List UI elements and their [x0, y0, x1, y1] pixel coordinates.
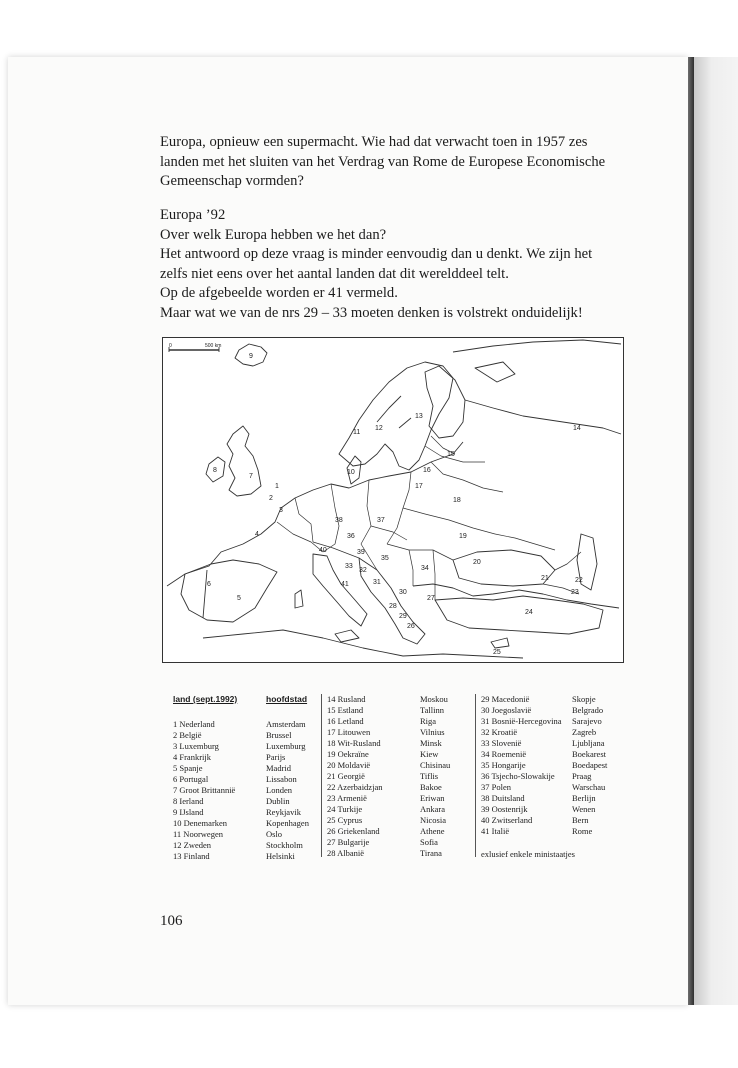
map-label-13: 13 [415, 413, 423, 420]
map-label-36: 36 [347, 533, 355, 540]
capital-name: Boekarest [572, 749, 606, 759]
table-row [481, 782, 607, 793]
table-row [327, 848, 450, 859]
table-row [481, 694, 607, 705]
capital-name: Tallinn [420, 705, 444, 715]
italy-shape [313, 554, 367, 626]
map-label-2: 2 [269, 495, 273, 502]
capital-name: Zagreb [572, 727, 597, 737]
country-table-col2 [327, 694, 450, 859]
country-name: 24 Turkije [327, 804, 363, 814]
table-row [327, 782, 450, 793]
capital-name: Sofia [420, 837, 438, 847]
capital-name: Dublin [266, 796, 290, 806]
country-name: 30 Joegoslavië [481, 705, 532, 715]
country-name: 36 Tsjecho-Slowakije [481, 771, 555, 781]
country-name: 1 Nederland [173, 719, 215, 729]
table-row [173, 818, 309, 829]
country-name: 23 Armenië [327, 793, 367, 803]
capital-name: Belgrado [572, 705, 604, 715]
map-label-35: 35 [381, 555, 389, 562]
table-row [173, 807, 309, 818]
section-line: zelfs niet eens over het aantal landen dat dit werelddeel telt. [160, 265, 509, 282]
table-row [327, 727, 450, 738]
capital-name: Parijs [266, 752, 286, 762]
capital-name: Berlijn [572, 793, 596, 803]
capital-name: Tiflis [420, 771, 439, 781]
country-name: 39 Oostenrijk [481, 804, 528, 814]
map-label-21: 21 [541, 575, 549, 582]
capital-name: Warschau [572, 782, 606, 792]
table-row [173, 840, 309, 851]
map-label-11: 11 [353, 429, 361, 436]
capital-name: Helsinki [266, 851, 295, 861]
capital-name: Skopje [572, 694, 596, 704]
country-name: 34 Roemenië [481, 749, 527, 759]
map-label-8: 8 [213, 467, 217, 474]
table-row [327, 804, 450, 815]
europe-map [162, 337, 624, 663]
country-name: 38 Duitsland [481, 793, 525, 803]
map-label-27: 27 [427, 595, 435, 602]
map-label-24: 24 [525, 609, 533, 616]
table-row [173, 730, 309, 741]
country-table-col1 [173, 694, 309, 862]
capital-name: Oslo [266, 829, 283, 839]
table-row [327, 738, 450, 749]
country-name: 15 Estland [327, 705, 364, 715]
table-row [173, 785, 309, 796]
table-footnote: exlusief enkele ministaatjes [481, 849, 575, 859]
map-label-29: 29 [399, 613, 407, 620]
capital-name: Lissabon [266, 774, 297, 784]
header-country: land (sept.1992) [173, 694, 238, 704]
page-number: 106 [160, 913, 183, 929]
table-row [481, 738, 607, 749]
map-label-26: 26 [407, 623, 415, 630]
scale-label: 500 km [205, 343, 222, 349]
table-row [481, 749, 607, 760]
section-heading: Europa ’92 [160, 207, 226, 223]
table-row [481, 804, 607, 815]
map-label-20: 20 [473, 559, 481, 566]
country-name: 27 Bulgarije [327, 837, 370, 847]
map-label-39: 39 [357, 549, 365, 556]
table-row [327, 749, 450, 760]
table-row [173, 741, 309, 752]
capital-name: Sarajevo [572, 716, 602, 726]
table-row [481, 771, 607, 782]
table-row [327, 837, 450, 848]
finland-shape [425, 366, 465, 438]
map-label-23: 23 [571, 589, 579, 596]
capital-name: Kiew [420, 749, 439, 759]
capital-name: Chisinau [420, 760, 451, 770]
country-name: 10 Denemarken [173, 818, 228, 828]
iberia-shape [181, 560, 277, 622]
map-label-9: 9 [249, 353, 253, 360]
africa-coast [203, 630, 523, 658]
capital-name: Brussel [266, 730, 292, 740]
section-line: Het antwoord op deze vraag is minder eenvoudig dan u denkt. We zijn het [160, 246, 593, 262]
column-divider [475, 694, 476, 857]
book-edge [694, 57, 738, 1005]
capital-name: Luxemburg [266, 741, 306, 751]
table-row [173, 752, 309, 763]
map-label-18: 18 [453, 497, 461, 504]
intro-line: landen met het sluiten van het Verdrag van Rome de Europese Economische [160, 153, 606, 170]
map-label-31: 31 [373, 579, 381, 586]
country-name: 29 Macedonië [481, 694, 530, 704]
table-row [327, 694, 450, 705]
black-sea-shape [453, 550, 555, 586]
capital-name: Rome [572, 826, 593, 836]
capital-name: Ankara [420, 804, 446, 814]
country-name: 40 Zwitserland [481, 815, 533, 825]
country-name: 18 Wit-Rusland [327, 738, 381, 748]
capital-name: Bern [572, 815, 589, 825]
map-label-16: 16 [423, 467, 431, 474]
capital-name: Madrid [266, 763, 292, 773]
table-row [481, 705, 607, 716]
map-label-28: 28 [389, 603, 397, 610]
map-label-1: 1 [275, 483, 279, 490]
map-label-12: 12 [375, 425, 383, 432]
balkans-shape [359, 558, 425, 644]
table-row [481, 727, 607, 738]
country-name: 14 Rusland [327, 694, 366, 704]
country-name: 28 Albanië [327, 848, 365, 858]
capital-name: Londen [266, 785, 292, 795]
table-header [173, 694, 309, 705]
capital-name: Tirana [420, 848, 442, 858]
country-name: 4 Frankrijk [173, 752, 212, 762]
map-label-4: 4 [255, 531, 259, 538]
capital-name: Wenen [572, 804, 596, 814]
country-name: 31 Bosnië-Hercegovina [481, 716, 562, 726]
section-line: Maar wat we van de nrs 29 – 33 moeten denken is volstrekt onduidelijk! [160, 304, 583, 321]
map-label-30: 30 [399, 589, 407, 596]
country-name: 8 Ierland [173, 796, 204, 806]
table-row [481, 826, 607, 837]
country-name: 19 Oekraïne [327, 749, 369, 759]
header-capital: hoofdstad [266, 694, 308, 704]
capital-name: Amsterdam [266, 719, 306, 729]
country-name: 22 Azerbaidzjan [327, 782, 383, 792]
table-row [173, 829, 309, 840]
map-label-38: 38 [335, 517, 343, 524]
country-name: 26 Griekenland [327, 826, 380, 836]
table-row [327, 826, 450, 837]
country-name: 16 Letland [327, 716, 364, 726]
capital-name: Moskou [420, 694, 448, 704]
table-row [481, 793, 607, 804]
country-name: 3 Luxemburg [173, 741, 219, 751]
column-divider [321, 694, 322, 857]
capital-name: Riga [420, 716, 437, 726]
capital-name: Nicosia [420, 815, 446, 825]
map-label-40: 40 [319, 547, 327, 554]
capital-name: Minsk [420, 738, 442, 748]
country-name: 33 Slovenië [481, 738, 522, 748]
country-name: 17 Litouwen [327, 727, 371, 737]
country-table-col3 [481, 694, 607, 860]
continent-coast [167, 442, 463, 586]
table-row [481, 760, 607, 771]
table-row [327, 705, 450, 716]
intro-paragraph [160, 133, 630, 192]
country-name: 6 Portugal [173, 774, 209, 784]
map-label-37: 37 [377, 517, 385, 524]
map-label-22: 22 [575, 577, 583, 584]
intro-line: Gemeenschap vormden? [160, 173, 304, 189]
country-name: 35 Hongarije [481, 760, 526, 770]
table-row [481, 716, 607, 727]
capital-name: Vilnius [420, 727, 445, 737]
table-row [327, 760, 450, 771]
capital-name: Kopenhagen [266, 818, 309, 828]
table-row [327, 716, 450, 727]
country-name: 11 Noorwegen [173, 829, 223, 839]
map-label-25: 25 [493, 649, 501, 656]
country-name: 2 België [173, 730, 202, 740]
cyprus-shape [491, 638, 509, 648]
table-row [327, 771, 450, 782]
country-name: 37 Polen [481, 782, 511, 792]
table-row [327, 793, 450, 804]
capital-name: Eriwan [420, 793, 445, 803]
country-name: 5 Spanje [173, 763, 203, 773]
country-name: 7 Groot Brittannië [173, 785, 236, 795]
country-name: 25 Cyprus [327, 815, 363, 825]
table-row [173, 763, 309, 774]
map-label-7: 7 [249, 473, 253, 480]
capital-name: Athene [420, 826, 445, 836]
map-label-10: 10 [347, 469, 355, 476]
table-row [173, 796, 309, 807]
section-paragraph [160, 206, 630, 323]
capital-name: Reykjavik [266, 807, 301, 817]
great-britain-shape [227, 426, 261, 496]
country-name: 32 Kroatië [481, 727, 518, 737]
capital-name: Stockholm [266, 840, 303, 850]
country-name: 12 Zweden [173, 840, 212, 850]
country-name: 13 Finland [173, 851, 210, 861]
map-label-34: 34 [421, 565, 429, 572]
section-line: Op de afgebeelde worden er 41 vermeld. [160, 285, 398, 301]
capital-name: Ljubljana [572, 738, 605, 748]
map-label-19: 19 [459, 533, 467, 540]
map-label-3: 3 [279, 507, 283, 514]
map-label-6: 6 [207, 581, 211, 588]
table-row [173, 719, 309, 730]
map-label-15: 15 [447, 451, 455, 458]
capital-name: Bakoe [420, 782, 442, 792]
map-label-32: 32 [359, 567, 367, 574]
country-name: 41 Italië [481, 826, 510, 836]
map-label-14: 14 [573, 425, 581, 432]
capital-name: Praag [572, 771, 592, 781]
table-row [481, 815, 607, 826]
table-row [173, 774, 309, 785]
table-row [173, 851, 309, 862]
capital-name: Boedapest [572, 760, 608, 770]
scale-zero: 0 [169, 343, 172, 349]
country-name: 21 Georgië [327, 771, 365, 781]
map-label-17: 17 [415, 483, 423, 490]
map-label-5: 5 [237, 595, 241, 602]
scandinavia-shape [339, 362, 453, 470]
table-row [327, 815, 450, 826]
internal-borders [277, 436, 581, 600]
map-label-41: 41 [341, 581, 349, 588]
country-name: 20 Moldavië [327, 760, 371, 770]
intro-line: Europa, opnieuw een supermacht. Wie had dat verwacht toen in 1957 zes [160, 134, 588, 150]
russia-outline [453, 340, 621, 434]
country-name: 9 IJsland [173, 807, 204, 817]
section-line: Over welk Europa hebben we het dan? [160, 226, 387, 243]
map-label-33: 33 [345, 563, 353, 570]
